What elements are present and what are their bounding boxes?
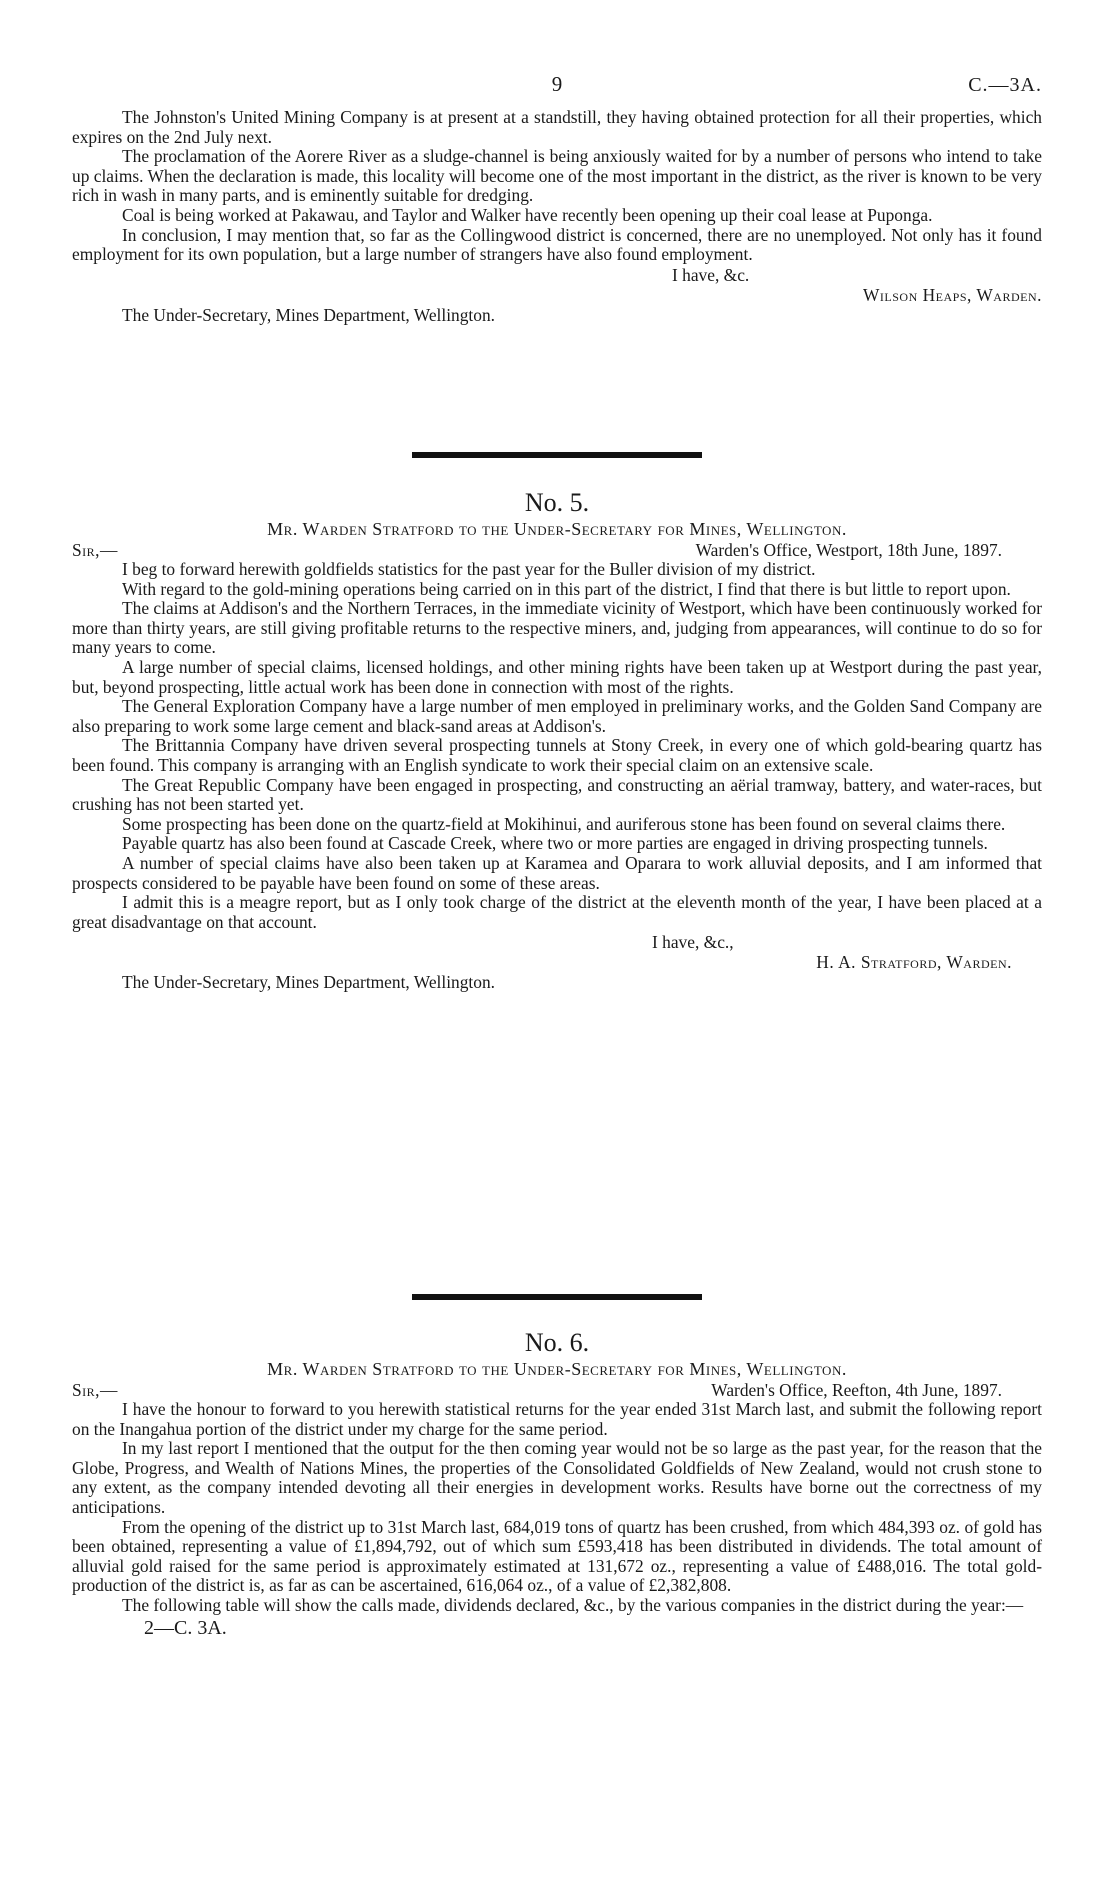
addressee: The Under-Secretary, Mines Department, Wellington. bbox=[122, 972, 495, 993]
salutation: Sir,— bbox=[72, 540, 118, 560]
signature: H. A. Stratford, Warden. bbox=[816, 952, 1012, 973]
paragraph: I admit this is a meagre report, but as I only took charge of the district at the eleventh month of the year, I have been placed at a great disadvantage on that account. bbox=[72, 892, 1042, 932]
paragraph: The Brittannia Company have driven several prospecting tunnels at Stony Creek, in every one of which gold-bearing quartz has been found. This company is arranging with an English syndicate to work their special claim on an extensive scale. bbox=[72, 735, 1042, 775]
paragraph: I have the honour to forward to you herewith statistical returns for the year ended 31st March last, and submit the following report on the Inangahua portion of the district under my charge for the same period. bbox=[72, 1399, 1042, 1439]
document-reference: C.—3A. bbox=[968, 74, 1042, 96]
paragraph: Payable quartz has also been found at Cascade Creek, where two or more parties are engaged in driving prospecting tunnels. bbox=[122, 833, 988, 854]
salutation-row bbox=[72, 540, 1042, 560]
paragraph: In conclusion, I may mention that, so far as the Collingwood district is concerned, there are no unemployed. Not only has it found employment for its own population, but a large number of strangers have also found employment. bbox=[72, 224, 1042, 265]
section-heading: No. 5. bbox=[524, 488, 590, 517]
paragraph: With regard to the gold-mining operations being carried on in this part of the district, I find that there is but little to report upon. bbox=[122, 578, 1011, 599]
paragraph: I beg to forward herewith goldfields statistics for the past year for the Buller division of my district. bbox=[122, 559, 816, 579]
paragraph: In my last report I mentioned that the output for the then coming year would not be so large as the past year, for the reason that the Globe, Progress, and Wealth of Nations Mines, the properties of the Consolidated Goldfields of New Zealand, would not crush stone to any extent, as the company intended devoting all their energies in development works. Results have borne out the correctness of my anticipations. bbox=[72, 1438, 1042, 1517]
section-divider bbox=[412, 1294, 702, 1300]
letter-4-continuation bbox=[72, 108, 1042, 325]
section-subheading: Mr. Warden Stratford to the Under-Secretary for Mines, Wellington. bbox=[267, 1359, 847, 1379]
salutation-row bbox=[72, 1380, 1042, 1400]
document-page bbox=[72, 0, 1042, 1898]
dateline: Warden's Office, Westport, 18th June, 1897. bbox=[695, 540, 1002, 560]
paragraph: Some prospecting has been done on the quartz-field at Mokihinui, and auriferous stone has been found on several claims there. bbox=[122, 813, 1006, 834]
paragraph: A number of special claims have also been taken up at Karamea and Oparara to work alluvial deposits, and I am informed that prospects considered to be payable have been found on some of these areas. bbox=[72, 852, 1042, 893]
letter-5 bbox=[72, 488, 1042, 992]
paragraph: From the opening of the district up to 31st March last, 684,019 tons of quartz has been crushed, from which 484,393 oz. of gold has been obtained, representing a value of £1,894,792, out of which sum £593,418 has been distributed in dividends. The total amount of alluvial gold raised for the same period is approximately estimated at 131,672 oz., representing a value of £488,016. The total gold-production of the district is, as far as can be ascertained, 616,064 oz., of a value of £2,382,808. bbox=[72, 1516, 1042, 1596]
section-subheading: Mr. Warden Stratford to the Under-Secretary for Mines, Wellington. bbox=[267, 519, 847, 539]
salutation: Sir,— bbox=[72, 1380, 118, 1400]
section-heading: No. 6. bbox=[524, 1328, 590, 1357]
paragraph: The claims at Addison's and the Northern Terraces, in the immediate vicinity of Westport, which have been continuously worked for more than thirty years, are still giving profitable returns to the respective miners, and, judging from appearances, will continue to do so for many years to come. bbox=[72, 598, 1042, 658]
dateline: Warden's Office, Reefton, 4th June, 1897. bbox=[711, 1380, 1002, 1400]
paragraph: A large number of special claims, licensed holdings, and other mining rights have been taken up at Westport during the past year, but, beyond prospecting, little actual work has been done in connection with most of the rights. bbox=[72, 656, 1042, 697]
addressee: The Under-Secretary, Mines Department, Wellington. bbox=[122, 304, 495, 325]
paragraph: The following table will show the calls made, dividends declared, &c., by the various companies in the district during the year:— bbox=[122, 1594, 1024, 1615]
paragraph: The Johnston's United Mining Company is at present at a standstill, they having obtained protection for all their properties, which expires on the 2nd July next. bbox=[72, 107, 1042, 147]
paragraph: Coal is being worked at Pakawau, and Taylor and Walker have recently been opening up their coal lease at Puponga. bbox=[122, 204, 933, 225]
closing: I have, &c., bbox=[652, 932, 734, 953]
paragraph: The proclamation of the Aorere River as a sludge-channel is being anxiously waited for by a number of persons who intend to take up claims. When the declaration is made, this locality will become one of the most important in the district, as the river is known to be very rich in wash in many parts, and is eminently suitable for dredging. bbox=[72, 146, 1042, 206]
section-divider bbox=[412, 452, 702, 458]
page-number: 9 bbox=[551, 72, 563, 96]
signature: Wilson Heaps, Warden. bbox=[863, 284, 1042, 305]
paragraph: The General Exploration Company have a large number of men employed in preliminary works, and the Golden Sand Company are also preparing to work some large cement and black-sand areas at Addison's. bbox=[72, 696, 1042, 736]
sheet-reference: 2—C. 3A. bbox=[144, 1616, 227, 1639]
closing: I have, &c. bbox=[672, 264, 750, 285]
paragraph: The Great Republic Company have been engaged in prospecting, and constructing an aërial tramway, battery, and water-races, but crushing has not been started yet. bbox=[72, 774, 1042, 815]
letter-6 bbox=[72, 1328, 1042, 1640]
